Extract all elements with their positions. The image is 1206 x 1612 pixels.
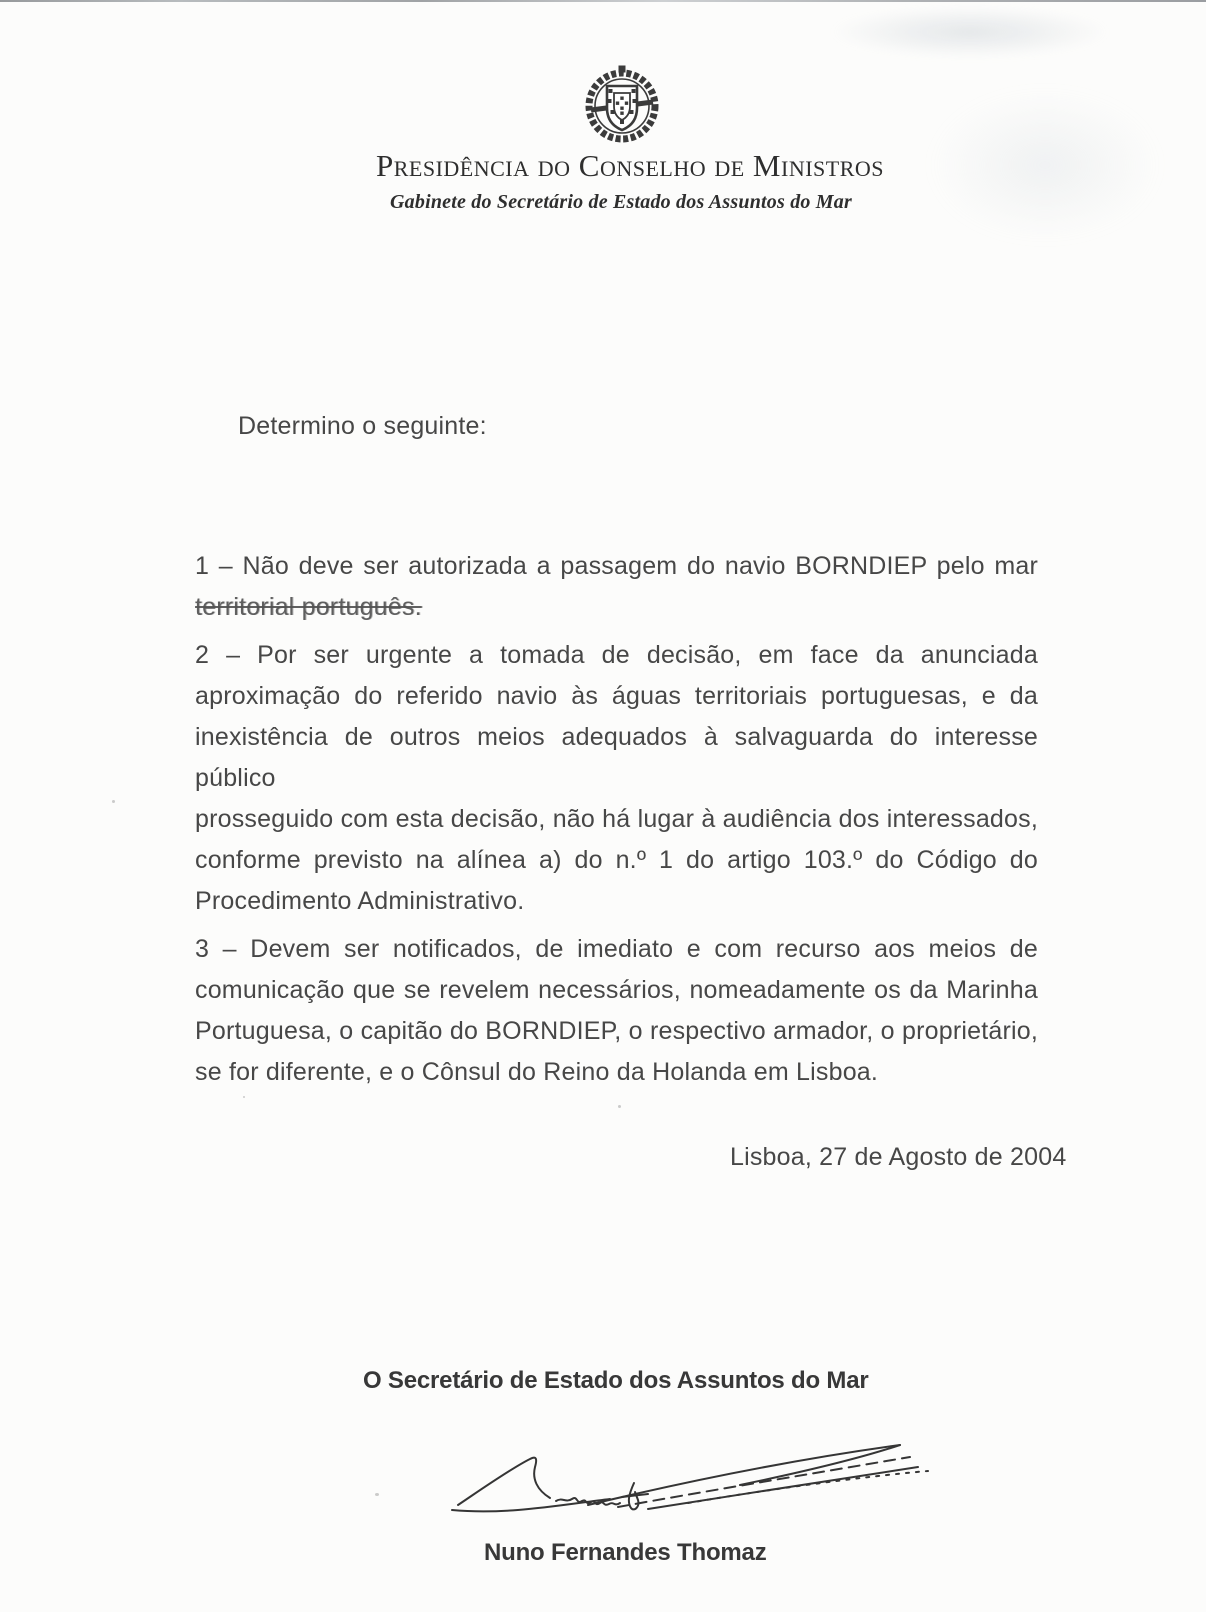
body-paragraphs [195,546,1038,1100]
paragraph [195,929,1038,1093]
scan-edge-artifact [0,0,1206,2]
paragraph-line: 2 – Por ser urgente a tomada de decisão, em face da anunciada [195,641,1038,669]
handwritten-signature [438,1433,938,1525]
paragraph-line: comunicação que se revelem necessários, nomeadamente os da Marinha [195,976,1038,1004]
portugal-coat-of-arms-icon [584,64,660,148]
scan-smudge [930,90,1160,240]
scan-smudge [830,6,1110,58]
paragraph-line: aproximação do referido navio às águas territoriais portuguesas, e da [195,682,1038,710]
paragraph-line: prosseguido com esta decisão, não há lugar à audiência dos interessados, [195,805,1038,833]
scan-speck [375,1493,379,1496]
paragraph-line: conforme previsto na alínea a) do n.º 1 do artigo 103.º do Código do [195,846,1038,874]
paragraph-line: 1 – Não deve ser autorizada a passagem do navio BORNDIEP pelo mar [195,552,1038,580]
signature-name: Nuno Fernandes Thomaz [484,1539,767,1566]
paragraph-line: territorial português. [195,593,422,621]
paragraph-line: se for diferente, e o Cônsul do Reino da Holanda em Lisboa. [195,1058,879,1086]
paragraph [195,546,1038,628]
paragraph-line: 3 – Devem ser notificados, de imediato e com recurso aos meios de [195,935,1038,963]
intro-line: Determino o seguinte: [238,412,487,440]
paragraph-line: Procedimento Administrativo. [195,887,525,915]
org-title: Presidência do Conselho de Ministros [375,148,885,183]
paragraph [195,635,1038,922]
dateline: Lisboa, 27 de Agosto de 2004 [730,1143,1067,1171]
scan-speck [618,1105,621,1108]
org-subtitle: Gabinete do Secretário de Estado dos Assuntos do Mar [390,191,852,213]
scan-speck [112,800,115,803]
paragraph-line: inexistência de outros meios adequados à salvaguarda do interesse público [195,723,1038,792]
signature-role: O Secretário de Estado dos Assuntos do Mar [363,1367,869,1394]
paragraph-line: Portuguesa, o capitão do BORNDIEP, o respectivo armador, o proprietário, [195,1017,1038,1045]
